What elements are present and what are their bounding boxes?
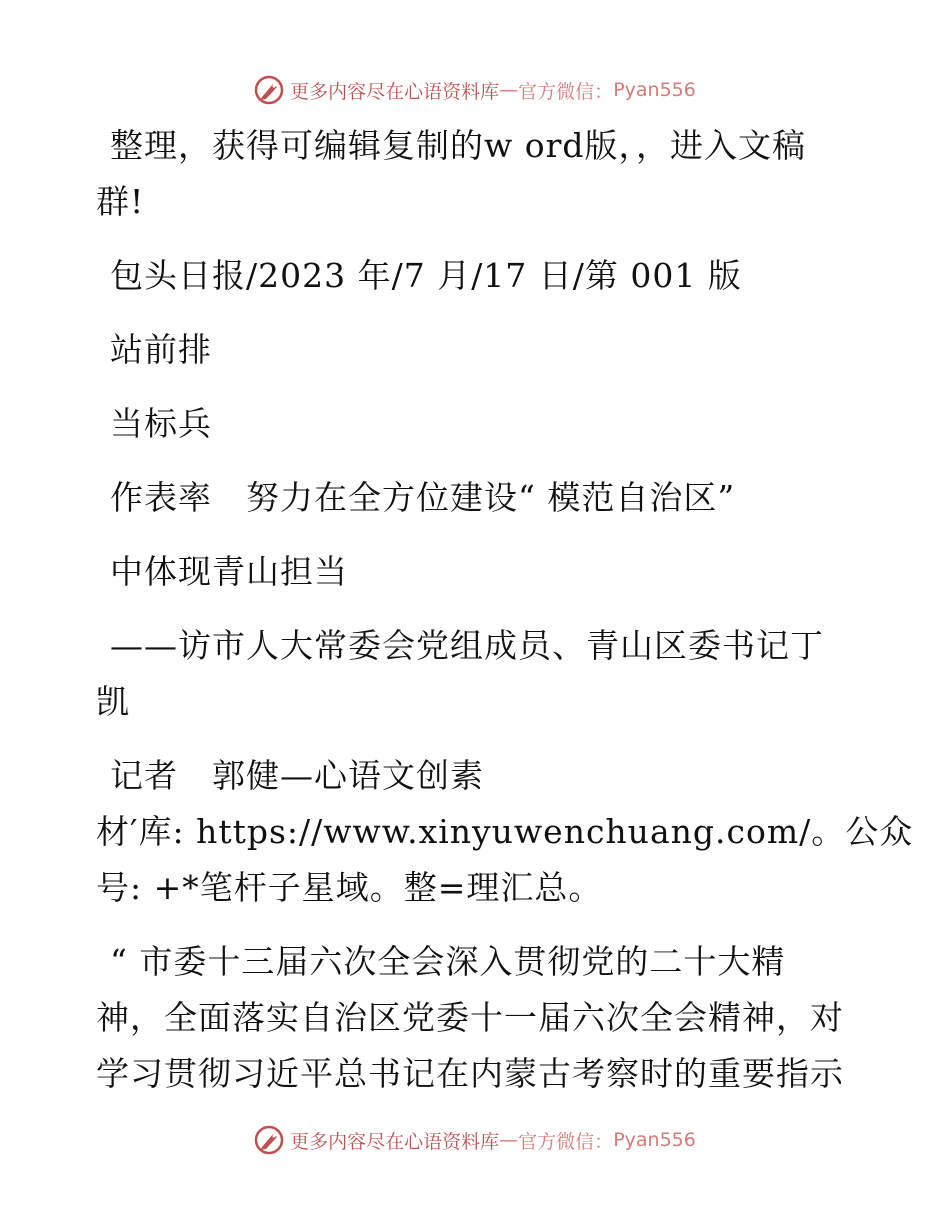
source-url-line: 材′库: https://www.xinyuwenchuang.com/。公众 [96,812,914,851]
watermark-dash: — [499,1129,519,1151]
subheadline-line-2: 凯 [96,682,130,721]
headline-part-3: 作表率 努力在全方位建设“ 模范自治区” [110,478,736,517]
document-body [96,118,914,1102]
headline-part-4: 中体现青山担当 [110,552,348,591]
text-line-2: 群! [96,182,145,221]
pen-nib-logo-icon [254,1125,284,1155]
reporter-line: 记者 郭健—心语文创素 [110,756,484,795]
body-paragraph-line-3: 学习贯彻习近平总书记在内蒙古考察时的重要指示 [96,1054,844,1093]
body-paragraph-line-2: 神，全面落实自治区党委十一届六次全会精神，对 [96,998,844,1037]
watermark-wechat-id: Pyan556 [613,79,696,101]
body-paragraph-line-1: “ 市委十三届六次全会深入贯彻党的二十大精 [110,942,786,981]
pen-nib-logo-icon [254,75,284,105]
text-line-1: 整理，获得可编辑复制的w ord版，，进入文稿 [110,126,807,165]
headline-part-2: 当标兵 [110,404,212,443]
watermark-brand: 更多内容尽在心语资料库 [290,80,500,103]
watermark-wechat-label: 官方微信： [518,1130,614,1153]
watermark-dash: — [499,79,519,101]
newspaper-source-line: 包头日报/2023 年/7 月/17 日/第 001 版 [110,256,742,295]
watermark-wechat-id: Pyan556 [613,1129,696,1151]
header-watermark [0,70,950,110]
footer-watermark [0,1120,950,1160]
subheadline-line-1: ——访市人大常委会党组成员、青山区委书记丁 [110,626,824,665]
watermark-wechat-label: 官方微信： [518,80,614,103]
headline-part-1: 站前排 [110,330,212,369]
watermark-brand: 更多内容尽在心语资料库 [290,1130,500,1153]
public-account-line: 号: +*笔杆子星域。整=理汇总。 [96,868,603,907]
